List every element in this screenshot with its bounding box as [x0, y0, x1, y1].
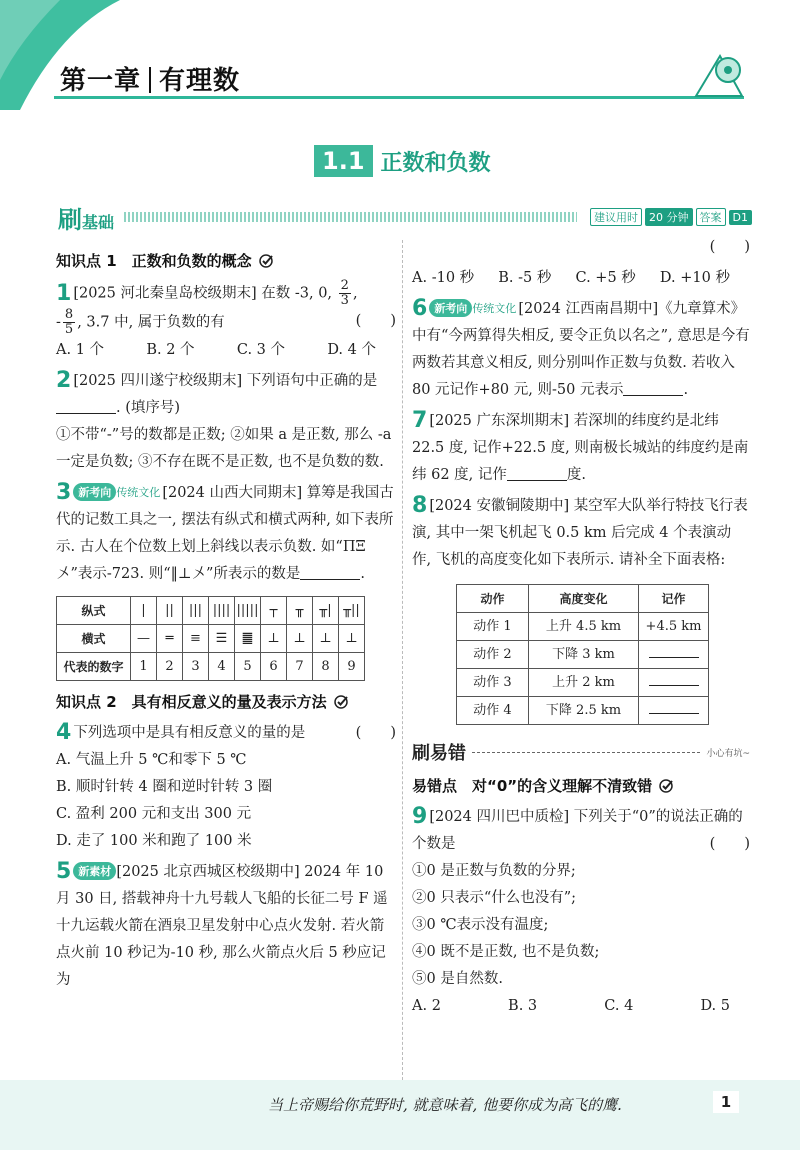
check-icon — [333, 694, 349, 710]
question-number: 5 — [56, 859, 72, 884]
new-material-badge: 新素材 — [73, 862, 116, 880]
check-icon — [658, 778, 674, 794]
chapter-title — [60, 60, 240, 97]
section-name: 正数和负数 — [380, 150, 491, 176]
flight-table: 动作 高度变化 记作 动作 1 上升 4.5 km +4.5 km 动作 2 下降 3 km 动作 3 上升 2 km 动作 4 下降 2.5 km — [456, 584, 709, 725]
basics-title: 刷基础 — [58, 205, 115, 234]
basics-bar — [58, 204, 752, 234]
check-icon — [258, 253, 274, 269]
knowledge-point-1: 知识点 1 正数和负数的概念 — [56, 250, 396, 271]
knowledge-point-2: 知识点 2 具有相反意义的量及表示方法 — [56, 691, 396, 712]
basics-dotted-line — [124, 212, 577, 222]
fraction: $\frac{8}{5}$ — [64, 307, 74, 337]
question-number: 7 — [412, 408, 428, 433]
question-number: 2 — [56, 368, 72, 393]
answer-label: 答案 — [696, 208, 726, 226]
question-number: 3 — [56, 480, 72, 505]
answer-blank[interactable] — [639, 697, 709, 725]
suggest-time-label: 建议用时 — [590, 208, 642, 226]
error-prone-line — [472, 752, 700, 753]
question-5-paren: ( ) — [709, 239, 750, 255]
error-prone-title: 刷易错 — [412, 743, 466, 764]
new-trend-badge: 新考向 — [73, 483, 116, 501]
answer-blank[interactable] — [623, 380, 683, 396]
page-number: 1 — [713, 1091, 739, 1113]
answer-blank[interactable] — [639, 641, 709, 669]
error-prone-bar — [412, 739, 750, 765]
table-row: 动作 1 上升 4.5 km +4.5 km — [457, 613, 709, 641]
footer — [0, 1080, 800, 1150]
section-title — [314, 145, 491, 177]
question-7: 7 [2025 广东深圳期末] 若深圳的纬度约是北纬 22.5 度, 记作+22.5 度, 则南极长城站的纬度约是南纬 62 度, 记作 度. — [412, 408, 749, 483]
question-4: 4 下列选项中是具有相反意义的量的是 ( ) A. 气温上升 5 ℃和零下 5 ℃ B. 顺时针转 4 圈和逆时针转 3 圈 C. 盈利 200 元和支出 300 元 D. 走了 100 米和跑了 100 米 — [56, 720, 396, 849]
question-1: 1 [2025 河北秦皇岛校级期末] 在数 -3, 0, $\frac{2}{3}$ , - $\frac{8}{5}$ , 3.7 中, 属于负数的有 ( ) A. 1 个 B. 2 个 C. 3 个 D. 4 个 — [56, 279, 396, 364]
header-divider — [54, 96, 744, 99]
question-3: 3 新考向 传统文化 [2024 山西大同期末] 算筹是我国古代的记数工具之一, 摆法有纵式和横式两种, 如下表所示. 古人在个位数上划上斜线以表示负数. 如“ΠΞ〤”表示-723. 则“‖⊥〤”所表示的数是 . 纵式 | || ||| |||| ||||| ┬ ╥ ╥| ╥|| 横式 — ═ ≡ ☰ ䷀ ⊥ ⊥ ⊥ ⊥ 代表的数字 1 2 3 4 5 6 7 8 9 — [56, 480, 396, 681]
culture-badge: 传统文化 — [472, 302, 517, 315]
options: A. 2 B. 3 C. 4 D. 5 — [412, 998, 730, 1014]
chapter-label: 第一章 — [60, 66, 142, 96]
fraction: $\frac{2}{3}$ — [340, 278, 349, 308]
right-column — [412, 240, 750, 1024]
question-number: 6 — [412, 296, 428, 321]
table-row: 动作 2 下降 3 km — [457, 641, 709, 669]
question-6: 6 新考向 传统文化 [2024 江西南昌期中]《九章算术》中有“今两算得失相反, 要令正负以名之”, 意思是今有两数若其意义相反, 则分别叫作正数与负数. 若收入 80 元记作+80 元, 则-50 元表示 . — [412, 296, 750, 398]
question-5-options: A. -10 秒 B. -5 秒 C. +5 秒 D. +10 秒 — [412, 270, 730, 286]
table-row: 动作 4 下降 2.5 km — [457, 697, 709, 725]
chapter-name: 有理数 — [159, 66, 241, 96]
table-row: 动作 3 上升 2 km — [457, 669, 709, 697]
culture-badge: 传统文化 — [116, 486, 161, 499]
error-point: 易错点 对“0”的含义理解不清致错 — [412, 775, 750, 796]
counting-rod-table: 纵式 | || ||| |||| ||||| ┬ ╥ ╥| ╥|| 横式 — ═ ≡ ☰ ䷀ ⊥ ⊥ ⊥ ⊥ 代表的数字 1 2 3 4 5 6 7 8 9 — [56, 596, 365, 681]
question-8: 8 [2024 安徽铜陵期中] 某空军大队举行特技飞行表演, 其中一架飞机起飞 0.5 km 后完成 4 个表演动作, 飞机的高度变化如下表所示. 请补全下面表格: 动作 高度变化 记作 动作 1 上升 4.5 km +4.5 km 动作 2 下降 3 km 动作 3 上升 2 km 动作 4 下降 2.5 km — [412, 493, 750, 725]
question-number: 8 — [412, 493, 428, 518]
answer-blank[interactable] — [300, 564, 360, 580]
section-number: 1.1 — [314, 145, 373, 177]
answer-blank[interactable] — [507, 465, 567, 481]
question-number: 9 — [412, 804, 428, 829]
new-trend-badge: 新考向 — [429, 299, 472, 317]
footer-motto: 当上帝赐给你荒野时, 就意味着, 他要你成为高飞的鹰. — [268, 1096, 622, 1114]
question-number: 1 — [56, 280, 72, 306]
question-5: 5 新素材 [2025 北京西城区校级期中] 2024 年 10 月 30 日, 搭载神舟十九号载人飞船的长征二号 F 遥十九运载火箭在酒泉卫星发射中心点火发射. 若火箭点火前 10 秒记为-10 秒, 那么火箭点火后 5 秒应记为 — [56, 859, 388, 988]
answer-blank[interactable] — [56, 398, 116, 414]
suggest-time-value: 20 分钟 — [645, 208, 693, 226]
options: A. 1 个 B. 2 个 C. 3 个 D. 4 个 — [56, 342, 376, 358]
error-prone-note: 小心有坑~ — [706, 748, 750, 759]
question-number: 4 — [56, 720, 72, 745]
question-2: 2 [2025 四川遂宁校级期末] 下列语句中正确的是. (填序号) ①不带“-”号的数都是正数; ②如果 a 是正数, 那么 -a 一定是负数; ③不存在既不是正数, 也不是负数的数. — [56, 368, 392, 470]
compass-ruler-icon — [690, 52, 750, 100]
answer-page: D1 — [729, 210, 752, 225]
column-divider — [402, 240, 403, 1080]
question-9: 9 [2024 四川巴中质检] 下列关于“0”的说法正确的个数是 ( ) ①0 是正数与负数的分界; ②0 只表示“什么也没有”; ③0 ℃表示没有温度; ④0 既不是正数, 也不是负数; ⑤0 是自然数. A. 2 B. 3 C. 4 D. 5 — [412, 804, 750, 1020]
answer-blank[interactable] — [639, 669, 709, 697]
left-column — [56, 240, 396, 998]
